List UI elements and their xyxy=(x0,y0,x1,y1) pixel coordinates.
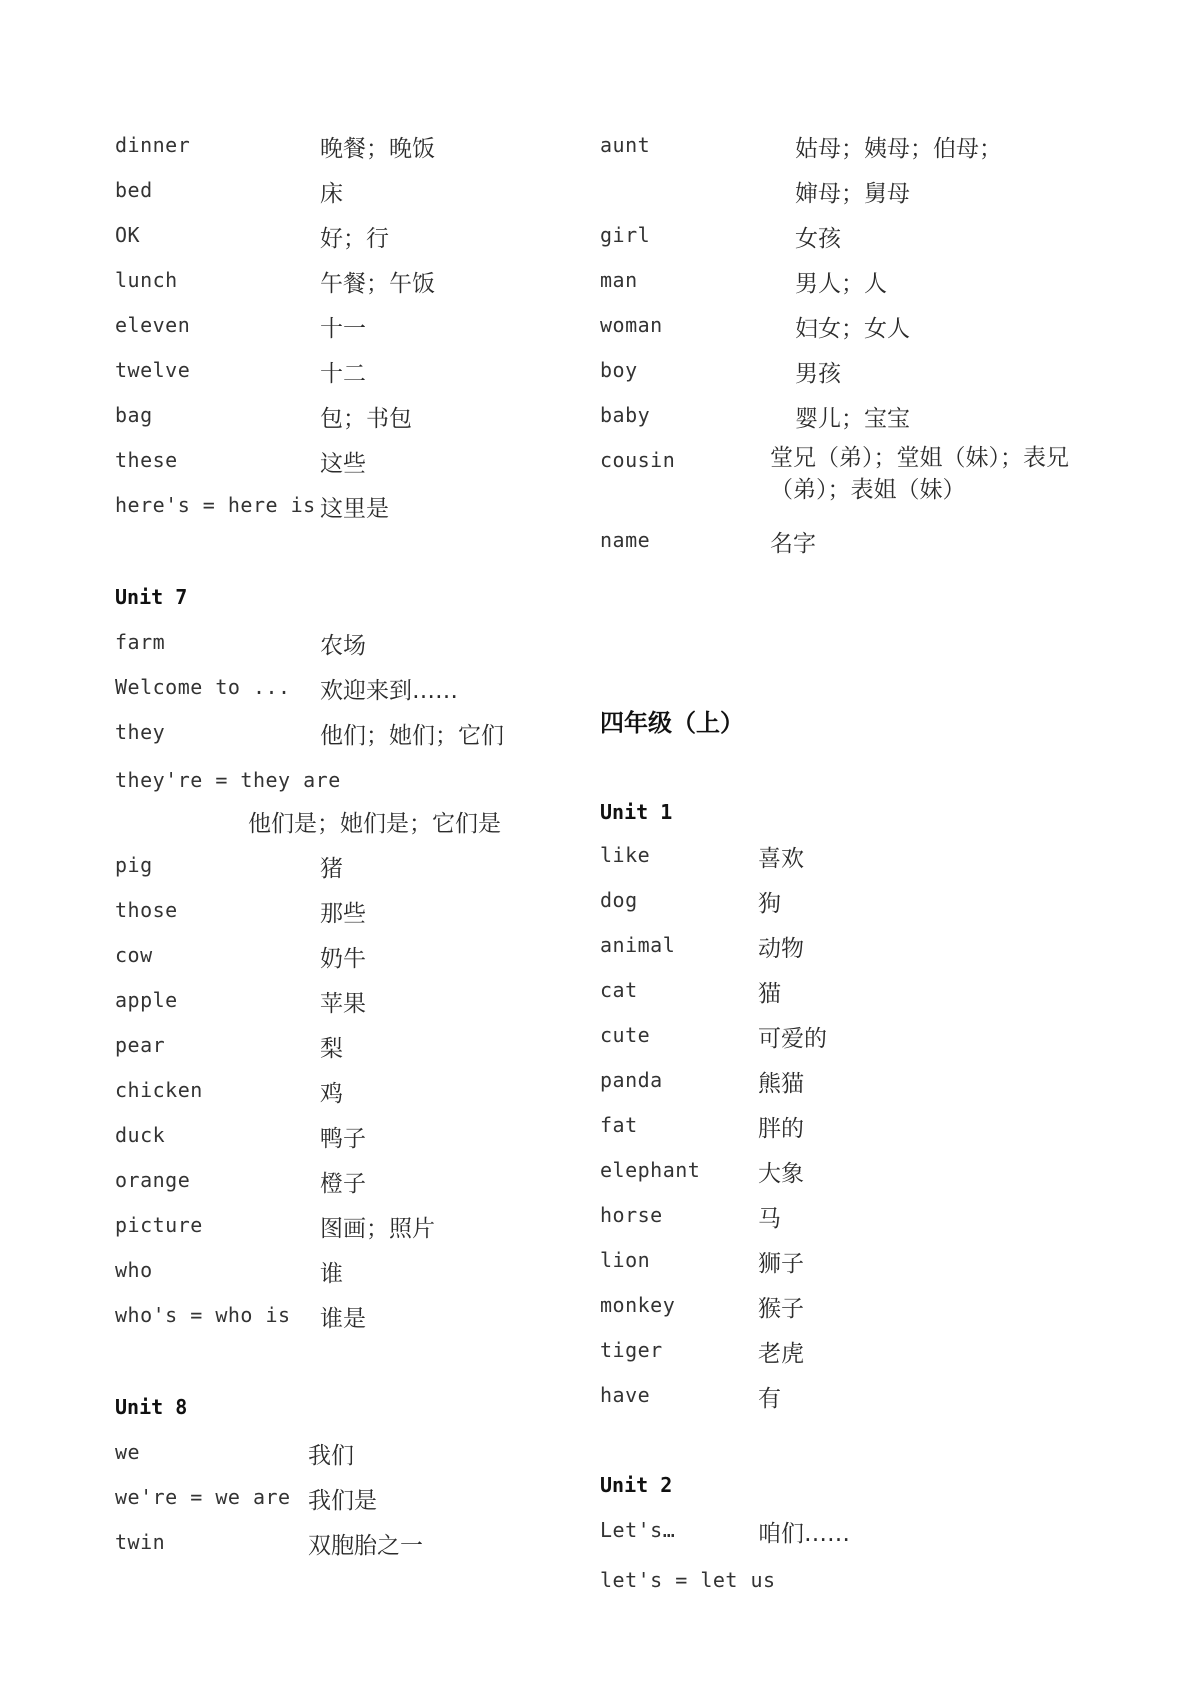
word-en: they're = they are xyxy=(115,768,341,792)
word-en: girl xyxy=(600,223,651,247)
word-zh: 猴子 xyxy=(758,1296,804,1322)
unit-heading: Unit 8 xyxy=(115,1395,188,1419)
word-en: eleven xyxy=(115,313,191,337)
word-en: animal xyxy=(600,933,676,957)
word-zh: 名字 xyxy=(770,531,816,557)
word-zh: 午餐；午饭 xyxy=(320,271,435,297)
word-en: we xyxy=(115,1440,141,1464)
word-en: who's = who is xyxy=(115,1303,291,1327)
word-en: woman xyxy=(600,313,663,337)
word-zh: 狗 xyxy=(758,891,781,917)
word-zh: 鸭子 xyxy=(320,1126,366,1152)
word-zh: 男孩 xyxy=(795,361,841,387)
word-en: aunt xyxy=(600,133,651,157)
word-zh: 双胞胎之一 xyxy=(308,1533,423,1559)
word-zh: 我们是 xyxy=(308,1488,377,1514)
word-zh: 马 xyxy=(758,1206,781,1232)
word-en: elephant xyxy=(600,1158,701,1182)
word-zh: 十二 xyxy=(320,361,366,387)
word-zh: 姑母；姨母；伯母； xyxy=(795,136,1002,162)
word-zh: 苹果 xyxy=(320,991,366,1017)
word-zh: 那些 xyxy=(320,901,366,927)
word-en: bed xyxy=(115,178,153,202)
word-zh: 橙子 xyxy=(320,1171,366,1197)
word-zh: 这里是 xyxy=(320,496,389,522)
word-zh: 有 xyxy=(758,1386,781,1412)
grade-heading: 四年级（上） xyxy=(600,709,744,737)
word-en: boy xyxy=(600,358,638,382)
word-zh: 堂兄（弟）；堂姐（妹）；表兄（弟）；表姐（妹） xyxy=(770,445,1069,503)
word-en: we're = we are xyxy=(115,1485,291,1509)
word-en: who xyxy=(115,1258,153,1282)
word-zh: 喜欢 xyxy=(758,846,804,872)
word-en: pig xyxy=(115,853,153,877)
word-en: name xyxy=(600,528,651,552)
word-en: let's = let us xyxy=(600,1568,776,1592)
word-zh: 婴儿；宝宝 xyxy=(795,406,910,432)
word-zh: 好；行 xyxy=(320,226,389,252)
word-en: cow xyxy=(115,943,153,967)
word-en: duck xyxy=(115,1123,166,1147)
word-en: monkey xyxy=(600,1293,676,1317)
word-en: these xyxy=(115,448,178,472)
word-en: baby xyxy=(600,403,651,427)
word-en: lunch xyxy=(115,268,178,292)
unit-heading: Unit 7 xyxy=(115,585,188,609)
word-zh: 欢迎来到…… xyxy=(320,678,458,704)
word-zh: 狮子 xyxy=(758,1251,804,1277)
word-zh: 谁是 xyxy=(320,1306,366,1332)
word-en: picture xyxy=(115,1213,203,1237)
word-zh: 农场 xyxy=(320,633,366,659)
word-zh: 梨 xyxy=(320,1036,343,1062)
word-zh: 猪 xyxy=(320,856,343,882)
word-en: farm xyxy=(115,630,166,654)
unit-heading: Unit 2 xyxy=(600,1473,673,1497)
word-en: twin xyxy=(115,1530,166,1554)
word-zh: 他们是；她们是；它们是 xyxy=(248,811,501,837)
word-en: like xyxy=(600,843,651,867)
word-zh: 晚餐；晚饭 xyxy=(320,136,435,162)
word-en: pear xyxy=(115,1033,166,1057)
word-zh: 咱们…… xyxy=(758,1521,850,1547)
word-zh: 婶母；舅母 xyxy=(795,181,910,207)
word-en: those xyxy=(115,898,178,922)
word-zh: 床 xyxy=(320,181,343,207)
word-en: horse xyxy=(600,1203,663,1227)
word-zh: 谁 xyxy=(320,1261,343,1287)
word-zh: 他们；她们；它们 xyxy=(320,723,504,749)
word-en: here's = here is xyxy=(115,493,316,517)
word-zh: 包；书包 xyxy=(320,406,412,432)
word-zh: 男人；人 xyxy=(795,271,887,297)
word-zh: 妇女；女人 xyxy=(795,316,910,342)
word-en: OK xyxy=(115,223,141,247)
word-zh: 熊猫 xyxy=(758,1071,804,1097)
unit-heading: Unit 1 xyxy=(600,800,673,824)
word-zh: 鸡 xyxy=(320,1081,343,1107)
word-en: dinner xyxy=(115,133,191,157)
word-en: cute xyxy=(600,1023,651,1047)
word-en: they xyxy=(115,720,166,744)
word-zh: 大象 xyxy=(758,1161,804,1187)
word-zh: 可爱的 xyxy=(758,1026,827,1052)
word-zh: 女孩 xyxy=(795,226,841,252)
word-zh: 动物 xyxy=(758,936,804,962)
word-en: chicken xyxy=(115,1078,203,1102)
word-en: tiger xyxy=(600,1338,663,1362)
word-en: lion xyxy=(600,1248,651,1272)
word-zh: 图画；照片 xyxy=(320,1216,435,1242)
word-en: panda xyxy=(600,1068,663,1092)
word-en: bag xyxy=(115,403,153,427)
word-en: cousin xyxy=(600,448,676,472)
word-en: Welcome to ... xyxy=(115,675,291,699)
word-zh: 奶牛 xyxy=(320,946,366,972)
word-zh: 老虎 xyxy=(758,1341,804,1367)
word-en: have xyxy=(600,1383,651,1407)
word-en: dog xyxy=(600,888,638,912)
word-zh: 十一 xyxy=(320,316,366,342)
word-zh: 我们 xyxy=(308,1443,354,1469)
word-en: orange xyxy=(115,1168,191,1192)
word-zh: 猫 xyxy=(758,981,781,1007)
word-en: cat xyxy=(600,978,638,1002)
word-en: man xyxy=(600,268,638,292)
word-en: fat xyxy=(600,1113,638,1137)
word-zh: 胖的 xyxy=(758,1116,804,1142)
word-en: Let's… xyxy=(600,1518,676,1542)
word-zh: 这些 xyxy=(320,451,366,477)
word-en: twelve xyxy=(115,358,191,382)
word-en: apple xyxy=(115,988,178,1012)
